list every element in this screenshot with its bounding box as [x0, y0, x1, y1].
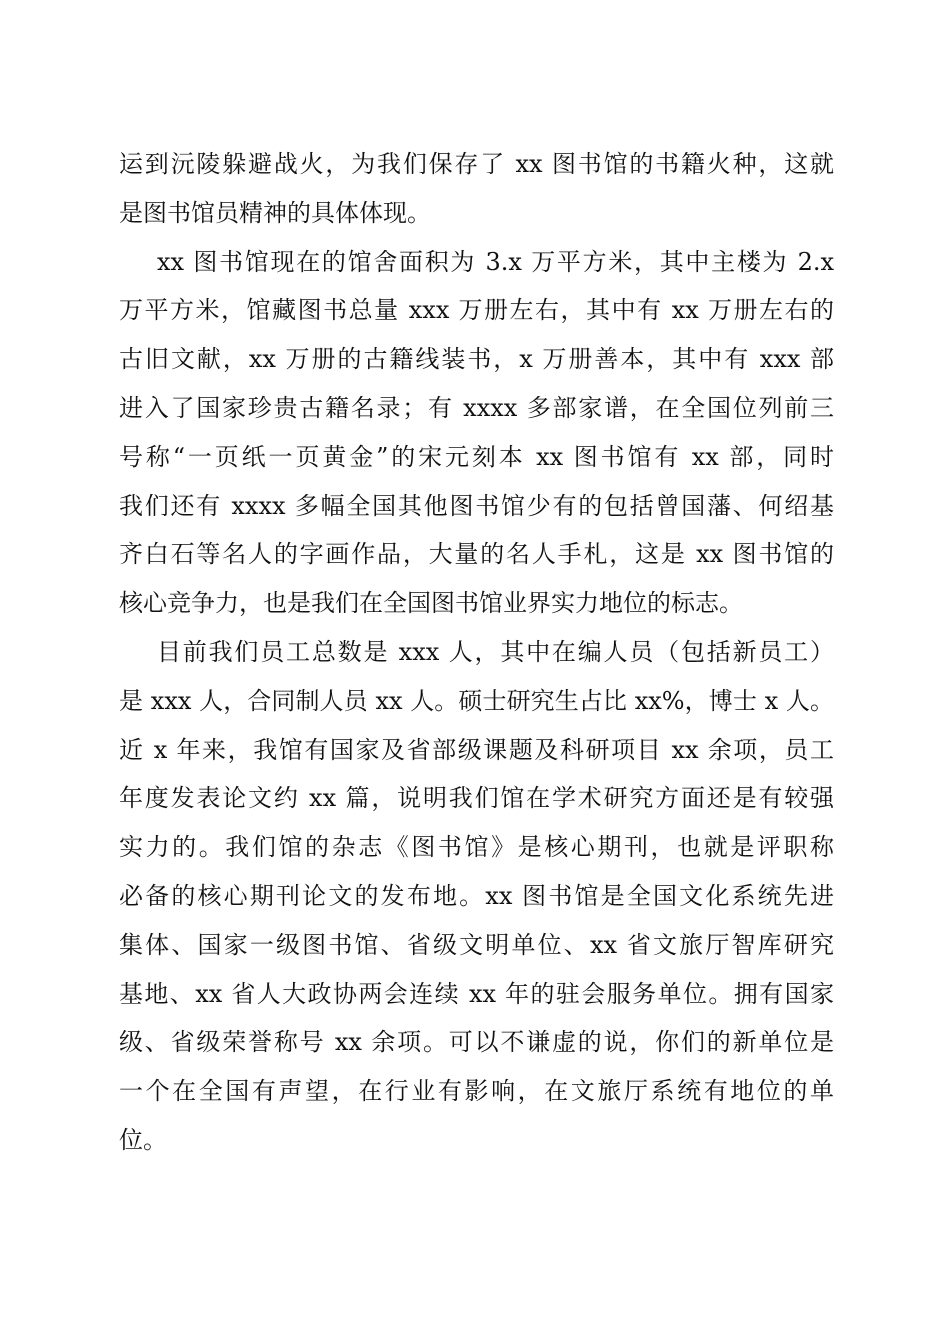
text-line: 一个在全国有声望，在行业有影响，在文旅厅系统有地位的单	[119, 1077, 834, 1106]
text-line: 齐白石等名人的字画作品，大量的名人手札，这是 xx 图书馆的	[119, 540, 834, 569]
text-line: 位。	[119, 1125, 167, 1154]
paragraph-first-line: xx 图书馆现在的馆舍面积为 3.x 万平方米，其中主楼为 2.x	[157, 247, 834, 276]
text-line: 万平方米，馆藏图书总量 xxx 万册左右，其中有 xx 万册左右的	[119, 296, 834, 325]
text-line: 我们还有 xxxx 多幅全国其他图书馆少有的包括曾国藩、何绍基	[119, 491, 834, 520]
text-line: 实力的。我们馆的杂志《图书馆》是核心期刊，也就是评职称	[119, 833, 834, 862]
text-line: 必备的核心期刊论文的发布地。xx 图书馆是全国文化系统先进	[119, 881, 834, 910]
text-line: 运到沅陵躲避战火，为我们保存了 xx 图书馆的书籍火种，这就	[119, 150, 834, 178]
text-line: 级、省级荣誉称号 xx 余项。可以不谦虚的说，你们的新单位是	[119, 1028, 834, 1057]
text-line: 基地、xx 省人大政协两会连续 xx 年的驻会服务单位。拥有国家	[119, 979, 834, 1008]
text-line: 号称“一页纸一页黄金”的宋元刻本 xx 图书馆有 xx 部，同时	[119, 442, 834, 471]
text-line: 是图书馆员精神的具体体现。	[119, 198, 431, 227]
text-line: 集体、国家一级图书馆、省级文明单位、xx 省文旅厅智库研究	[119, 930, 834, 959]
text-line: 年度发表论文约 xx 篇，说明我们馆在学术研究方面还是有较强	[119, 784, 834, 813]
text-line: 进入了国家珍贵古籍名录；有 xxxx 多部家谱，在全国位列前三	[119, 393, 834, 422]
text-line: 近 x 年来，我馆有国家及省部级课题及科研项目 xx 余项，员工	[119, 735, 834, 764]
text-line: 古旧文献，xx 万册的古籍线装书，x 万册善本，其中有 xxx 部	[119, 345, 834, 374]
paragraph-first-line: 目前我们员工总数是 xxx 人，其中在编人员（包括新员工）	[157, 637, 834, 666]
text-line: 是 xxx 人，合同制人员 xx 人。硕士研究生占比 xx%，博士 x 人。	[119, 686, 834, 715]
body-text	[119, 140, 834, 1165]
text-line: 核心竞争力，也是我们在全国图书馆业界实力地位的标志。	[119, 589, 743, 618]
